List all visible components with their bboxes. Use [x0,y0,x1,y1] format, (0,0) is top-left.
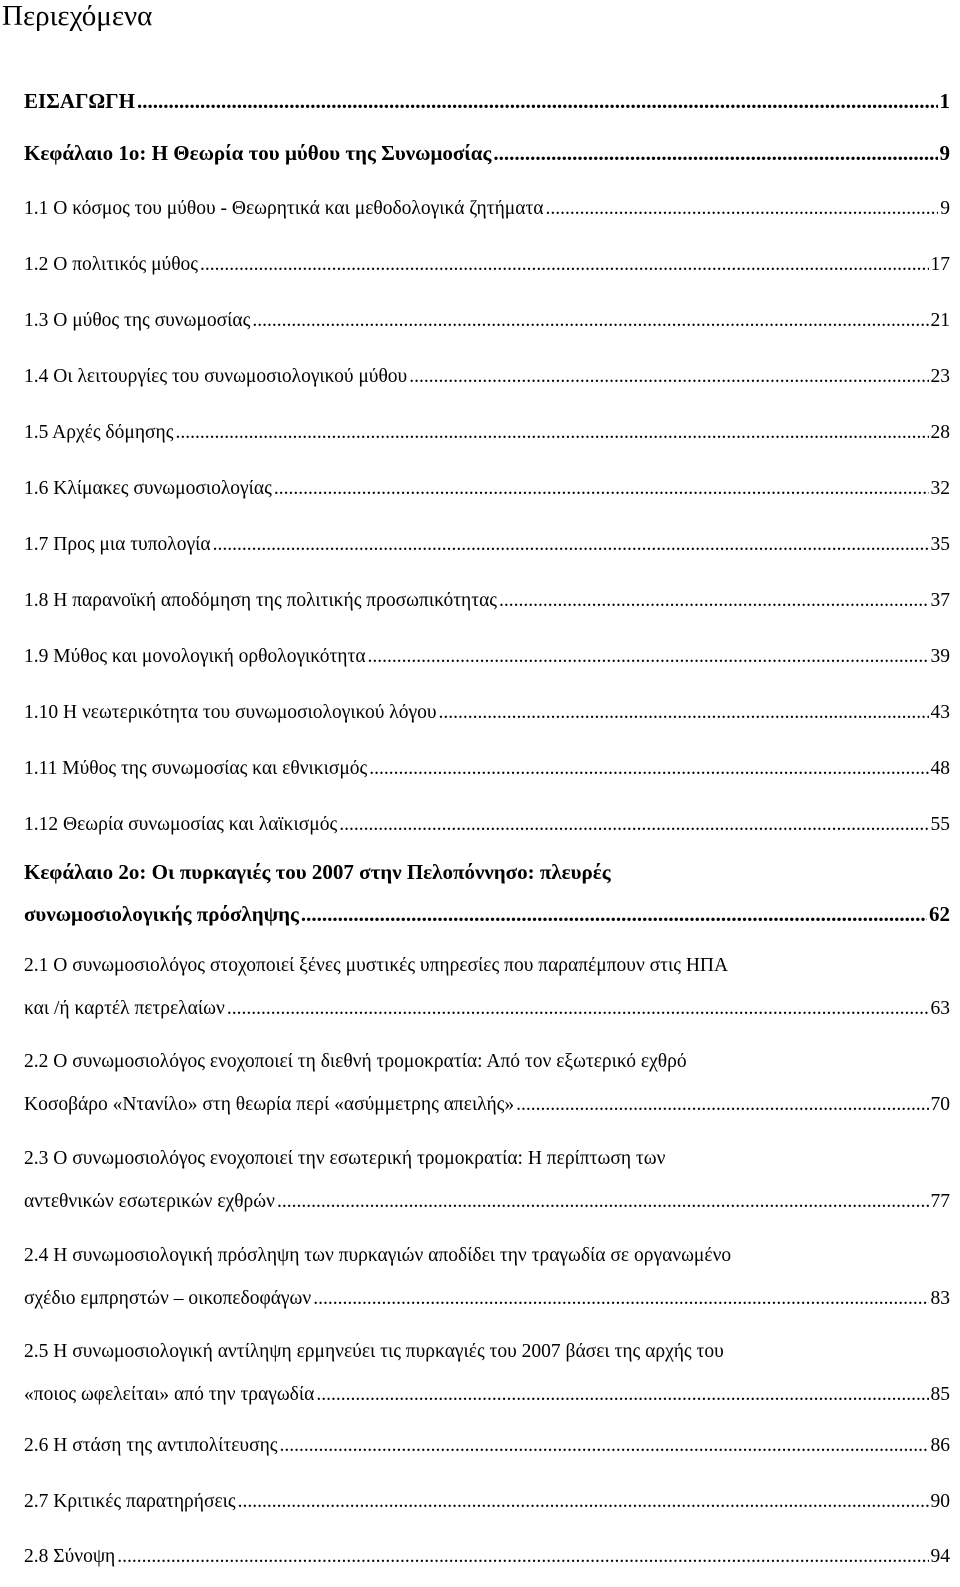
toc-entry-title: 2.7 Κριτικές παρατηρήσεις [24,1491,236,1512]
toc-entry[interactable] [24,362,950,392]
toc-entry-title: 1.10 Η νεωτερικότητα του συνωμοσιολογικού λόγου [24,702,437,723]
toc-leader-dots [117,1542,928,1572]
toc-entry[interactable] [24,754,950,784]
toc-entry-page: 90 [930,1491,950,1512]
toc-entry[interactable] [24,138,950,168]
toc-entry-page: 62 [929,902,950,926]
toc-entry-title: 1.1 Ο κόσμος του μύθου - Θεωρητικά και μεθοδολογικά ζητήματα [24,198,544,219]
toc-leader-dots [516,1090,928,1120]
toc-entry-title: συνωμοσιολογικής πρόσληψης [24,902,299,926]
toc-leader-dots [409,362,928,392]
toc-entry-title: 1.11 Μύθος της συνωμοσίας και εθνικισμός [24,758,368,779]
toc-entry-page: 23 [930,366,950,387]
toc-leader-dots [200,250,928,280]
toc-leader-dots [368,642,929,672]
toc-entry[interactable] [24,586,950,616]
toc-leader-dots [213,530,929,560]
toc-entry-title: 1.9 Μύθος και μονολογική ορθολογικότητα [24,646,366,667]
toc-entry[interactable] [24,1487,950,1517]
toc-entry[interactable] [24,418,950,448]
toc-leader-dots [277,1187,929,1217]
toc-leader-dots [274,474,929,504]
toc-entry[interactable] [24,1542,950,1572]
toc-entry-page: 70 [930,1094,950,1115]
toc-leader-dots [137,86,938,116]
toc-entry-title: ΕΙΣΑΓΩΓΗ [24,89,135,113]
toc-entry-page: 43 [930,702,950,723]
toc-entry[interactable] [24,1187,950,1217]
toc-entry-title: 2.8 Σύνοψη [24,1546,116,1567]
toc-entry[interactable] [24,899,950,929]
toc-leader-dots [546,194,939,224]
toc-entry-title: «ποιος ωφελείται» από την τραγωδία [24,1384,315,1405]
toc-entry[interactable] [24,642,950,672]
toc-entry-page: 63 [930,998,950,1019]
toc-entry-title: 1.8 Η παρανοϊκή αποδόμηση της πολιτικής προσωπικότητας [24,590,498,611]
toc-entry-page: 35 [930,534,950,555]
toc-entry-first-line[interactable]: Κεφάλαιο 2ο: Οι πυρκαγιές του 2007 στην Πελοπόννησο: πλευρές [24,860,611,884]
toc-entry-page: 28 [930,422,950,443]
toc-leader-dots [313,1284,928,1314]
toc-entry-title: 1.6 Κλίμακες συνωμοσιολογίας [24,478,272,499]
toc-leader-dots [227,994,929,1024]
toc-leader-dots [252,306,928,336]
toc-entry-first-line[interactable]: 2.5 Η συνωμοσιολογική αντίληψη ερμηνεύει τις πυρκαγιές του 2007 βάσει της αρχής του [24,1341,724,1362]
toc-entry-first-line[interactable]: 2.4 Η συνωμοσιολογική πρόσληψη των πυρκαγιών αποδίδει την τραγωδία σε οργανωμένο [24,1245,732,1266]
toc-entry-page: 94 [930,1546,950,1567]
toc-entry-page: 17 [930,254,950,275]
toc-entry-title: 1.7 Προς μια τυπολογία [24,534,211,555]
toc-entry-title: 1.4 Οι λειτουργίες του συνωμοσιολογικού μύθου [24,366,408,387]
toc-entry-page: 21 [930,310,950,331]
toc-entry[interactable] [24,250,950,280]
toc-entry-title: Κοσοβάρο «Ντανίλο» στη θεωρία περί «ασύμμετρης απειλής» [24,1094,515,1115]
toc-entry[interactable] [24,994,950,1024]
toc-entry-title: σχέδιο εμπρηστών – οικοπεδοφάγων [24,1288,312,1309]
toc-entry-page: 32 [930,478,950,499]
toc-entry[interactable] [24,698,950,728]
toc-leader-dots [439,698,929,728]
toc-leader-dots [499,586,928,616]
toc-leader-dots [369,754,928,784]
toc-entry-title: 1.2 Ο πολιτικός μύθος [24,254,199,275]
toc-entry-first-line[interactable]: 2.3 Ο συνωμοσιολόγος ενοχοποιεί την εσωτερική τρομοκρατία: Η περίπτωση των [24,1148,666,1169]
toc-entry-page: 55 [930,814,950,835]
toc-entry-page: 9 [939,141,950,165]
toc-leader-dots [301,899,927,929]
toc-entry[interactable] [24,810,950,840]
toc-entry[interactable] [24,1090,950,1120]
toc-entry-title: 1.12 Θεωρία συνωμοσίας και λαϊκισμός [24,814,338,835]
toc-entry-page: 37 [930,590,950,611]
toc-entry-title: αντεθνικών εσωτερικών εχθρών [24,1191,275,1212]
toc-entry[interactable] [24,474,950,504]
toc-leader-dots [493,138,937,168]
toc-leader-dots [280,1431,929,1461]
toc-entry-page: 86 [930,1435,950,1456]
toc-entry-page: 83 [930,1288,950,1309]
toc-entry-page: 48 [930,758,950,779]
toc-entry[interactable] [24,306,950,336]
toc-entry-first-line[interactable]: 2.2 Ο συνωμοσιολόγος ενοχοποιεί τη διεθνή τρομοκρατία: Από τον εξωτερικό εχθρό [24,1051,687,1072]
toc-entry[interactable] [24,194,950,224]
toc-entry-page: 77 [930,1191,950,1212]
toc-entry[interactable] [24,530,950,560]
toc-leader-dots [339,810,928,840]
toc-entry-title: και /ή καρτέλ πετρελαίων [24,998,225,1019]
toc-leader-dots [238,1487,929,1517]
toc-entry[interactable] [24,1431,950,1461]
toc-entry-title: 1.5 Αρχές δόμησης [24,422,174,443]
toc-entry-page: 9 [940,198,950,219]
toc-entry-title: 2.6 Η στάση της αντιπολίτευσης [24,1435,278,1456]
toc-leader-dots [316,1380,928,1410]
page-title: Περιεχόμενα [2,0,153,32]
toc-entry-page: 39 [930,646,950,667]
toc-entry-title: Κεφάλαιο 1ο: Η Θεωρία του μύθου της Συνωμοσίας [24,141,492,165]
toc-leader-dots [175,418,928,448]
toc-entry-page: 85 [930,1384,950,1405]
toc-entry-page: 1 [939,89,950,113]
toc-entry[interactable] [24,86,950,116]
toc-entry[interactable] [24,1284,950,1314]
toc-entry[interactable] [24,1380,950,1410]
toc-entry-first-line[interactable]: 2.1 Ο συνωμοσιολόγος στοχοποιεί ξένες μυστικές υπηρεσίες που παραπέμπουν στις ΗΠΑ [24,955,729,976]
toc-entry-title: 1.3 Ο μύθος της συνωμοσίας [24,310,251,331]
